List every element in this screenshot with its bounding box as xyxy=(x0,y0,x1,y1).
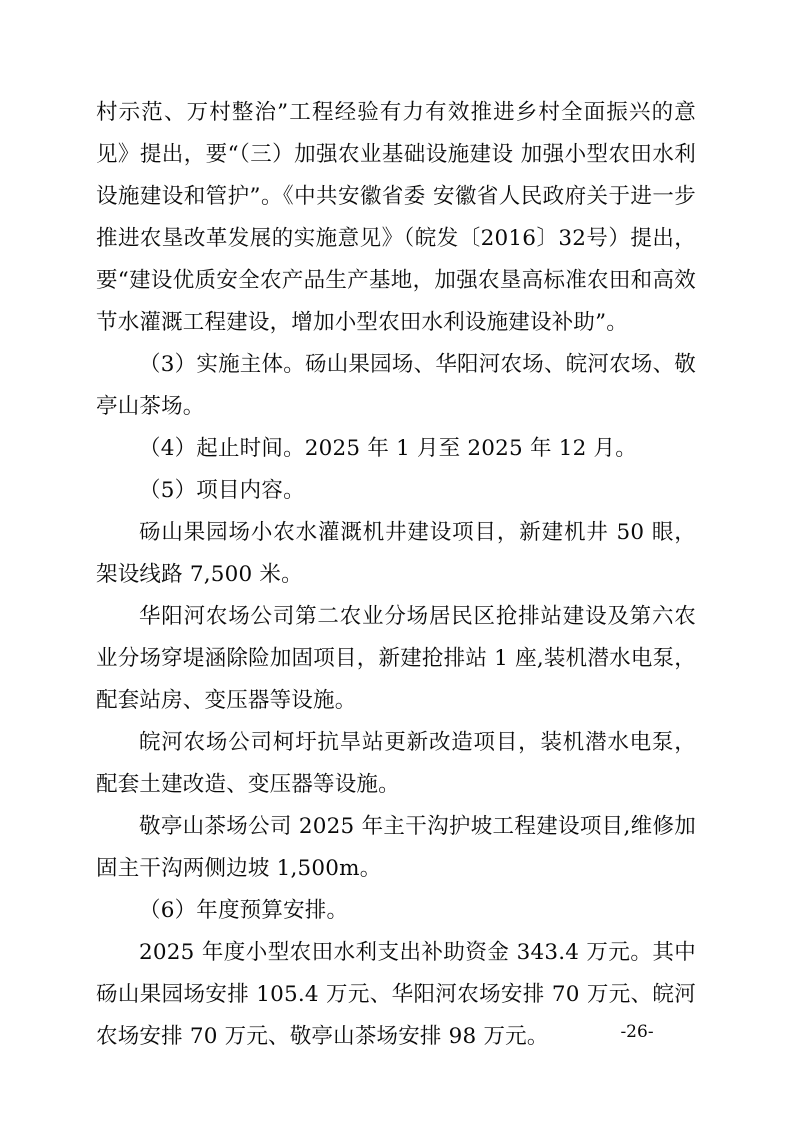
paragraph: 砀山果园场小农水灌溉机井建设项目，新建机井 50 眼，架设线路 7,500 米。 xyxy=(96,520,696,587)
paragraph: 皖河农场公司柯圩抗旱站更新改造项目，装机潜水电泵，配套土建改造、变压器等设施。 xyxy=(96,730,696,797)
paragraph: （3）实施主体。砀山果园场、华阳河农场、皖河农场、敬亭山茶场。 xyxy=(96,352,696,419)
paragraph: 华阳河农场公司第二农业分场居民区抢排站建设及第六农业分场穿堤涵除险加固项目，新建抢排站 1 座,装机潜水电泵，配套站房、变压器等设施。 xyxy=(96,604,696,713)
paragraph: 2025 年度小型农田水利支出补助资金 343.4 万元。其中砀山果园场安排 105.4 万元、华阳河农场安排 70 万元、皖河农场安排 70 万元、敬亭山茶场安排 98 万元。 xyxy=(96,940,696,1049)
paragraph: （6）年度预算安排。 xyxy=(139,898,349,923)
paragraph: 敬亭山茶场公司 2025 年主干沟护坡工程建设项目,维修加固主干沟两侧边坡 1,500m。 xyxy=(96,814,696,881)
paragraph: （5）项目内容。 xyxy=(139,478,305,503)
page-body xyxy=(96,92,696,1058)
page-number: -26- xyxy=(620,1022,654,1042)
paragraph: （4）起止时间。2025 年 1 月至 2025 年 12 月。 xyxy=(139,436,637,461)
paragraph: 村示范、万村整治”工程经验有力有效推进乡村全面振兴的意见》提出，要“（三）加强农业基础设施建设 加强小型农田水利设施建设和管护”。《中共安徽省委 安徽省人民政府关于进一步推进农垦改革发展的实施意见》（皖发〔2016〕32号）提出，要“建设优质安全农产品生产基地，加强农垦高标准农田和高效节水灌溉工程建设，增加小型农田水利设施建设补助”。 xyxy=(96,100,696,335)
